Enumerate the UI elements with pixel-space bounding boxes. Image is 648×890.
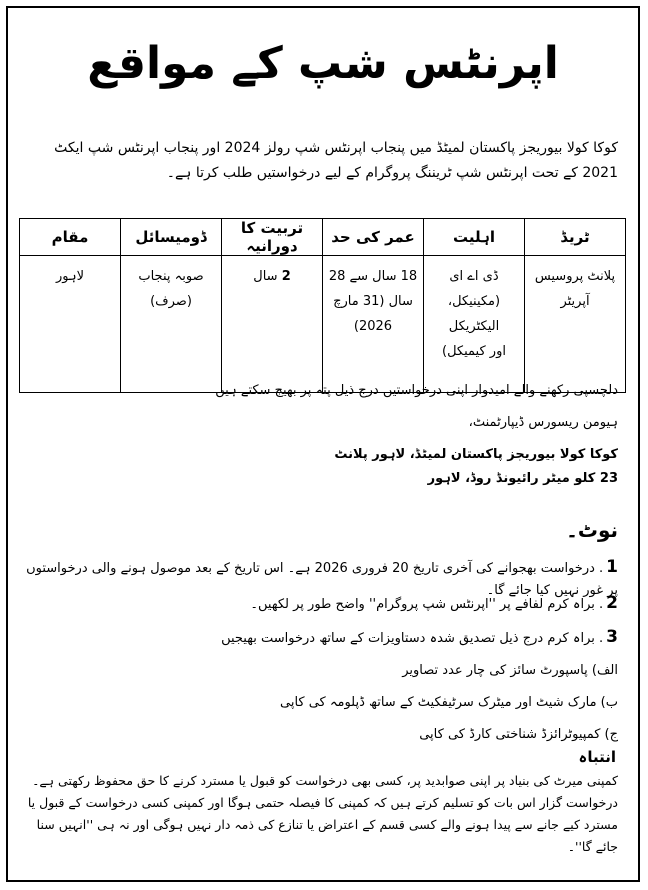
cell-domicile (121, 256, 222, 393)
table-row (20, 256, 626, 393)
domicile-value: صوبہ پنجاب (صرف) (138, 269, 204, 309)
intro-paragraph: کوکا کولا بیوریجز پاکستان لمیٹڈ میں پنجاب اپرنٹس شپ رولز 2024 اور پنجاب اپرنٹس شپ ایکٹ 2021 کے تحت اپرنٹس شپ ٹریننگ پروگرام کے لیے درخواستیں طلب کرتا ہے۔ (54, 140, 618, 181)
note-item-3: 3. براہ کرم درج ذیل تصدیق شدہ دستاویزات کے ساتھ درخواست بھیجیں (221, 627, 618, 647)
qualification-line: اور کیمیکل) (442, 344, 506, 359)
qualification-line: ڈی اے ای (449, 269, 499, 284)
job-advertisement (6, 6, 640, 882)
trade-table (19, 218, 626, 393)
note-item-1: 1. درخواست بھجوانے کی آخری تاریخ 20 فروری 2026 ہے۔ اس تاریخ کے بعد موصول ہونے والی درخواستوں پر غور نہیں کیا جائے گا۔ (26, 557, 618, 598)
note-number: 3 (606, 627, 618, 647)
header-trade: ٹریڈ (525, 219, 626, 256)
note-number: 1 (606, 557, 618, 577)
address-company: کوکا کولا بیوریجز پاکستان لمیٹڈ، لاہور پلانٹ (334, 447, 618, 462)
page-title: اپرنٹس شپ کے مواقع (87, 38, 559, 89)
document-item: الف) پاسپورٹ سائز کی چار عدد تصاویر (402, 663, 618, 678)
cell-trade (525, 256, 626, 393)
header-qualification: اہلیت (424, 219, 525, 256)
header-location: مقام (20, 219, 121, 256)
trade-value: پلانٹ پروسیس آپریٹر (534, 269, 616, 309)
qualification-line: (مکینیکل، الیکٹریکل (447, 294, 501, 334)
cell-training-duration (222, 256, 323, 393)
cell-location (20, 256, 121, 393)
disclaimer-heading: انتباہ (578, 748, 616, 766)
duration-number: 2 (281, 269, 291, 284)
location-value: لاہور (55, 269, 85, 284)
disclaimer-text: کمپنی میرٹ کی بنیاد پر اپنی صوابدید پر، کسی بھی درخواست کو قبول یا مسترد کرنے کا حق محفوظ رکھتی ہے۔ درخواست گزار اس بات کو تسلیم کرتے ہیں کہ کمپنی کا فیصلہ حتمی ہوگا اور کمپنی کسی درخواست کے قبول یا مسترد کیے جانے سے پیدا ہونے والے کسی قسم کے اعتراض یا تنازع کی ذمہ دار نہیں ہوگی اور نہ ہی ''انہیں سنا جائے گا''۔ (27, 773, 618, 854)
cell-qualification (424, 256, 525, 393)
duration-unit: سال (253, 269, 278, 284)
age-line: سال (31 مارچ (333, 294, 413, 309)
table-header-row (20, 219, 626, 256)
header-age-limit: عمر کی حد (323, 219, 424, 256)
header-training-duration: تربیت کا دورانیہ (222, 219, 323, 256)
document-item: ج) کمپیوٹرائزڈ شناختی کارڈ کی کاپی (419, 727, 618, 742)
age-line: 18 سال سے 28 (328, 269, 418, 284)
note-text: براہ کرم لفافے پر ''اپرنٹس شپ پروگرام'' واضح طور پر لکھیں۔ (250, 597, 595, 612)
cell-age-limit (323, 256, 424, 393)
note-heading: نوٹ۔ (566, 518, 618, 542)
address-intro: دلچسپی رکھنے والے امیدوار اپنی درخواستیں درج ذیل پتہ پر بھیج سکتے ہیں (215, 383, 618, 398)
address-department: ہیومن ریسورس ڈیپارٹمنٹ، (468, 415, 618, 430)
note-item-2: 2. براہ کرم لفافے پر ''اپرنٹس شپ پروگرام'' واضح طور پر لکھیں۔ (250, 593, 618, 613)
document-item: ب) مارک شیٹ اور میٹرک سرٹیفکیٹ کے ساتھ ڈپلومہ کی کاپی (279, 695, 618, 710)
header-domicile: ڈومیسائل (121, 219, 222, 256)
address-street: 23 کلو میٹر رائیونڈ روڈ، لاہور (427, 471, 618, 486)
note-text: درخواست بھجوانے کی آخری تاریخ 20 فروری 2026 ہے۔ اس تاریخ کے بعد موصول ہونے والی درخواستوں پر غور نہیں کیا جائے گا۔ (26, 561, 618, 598)
note-text: براہ کرم درج ذیل تصدیق شدہ دستاویزات کے ساتھ درخواست بھیجیں (221, 631, 595, 646)
age-line: 2026) (353, 319, 393, 334)
note-number: 2 (606, 593, 618, 613)
